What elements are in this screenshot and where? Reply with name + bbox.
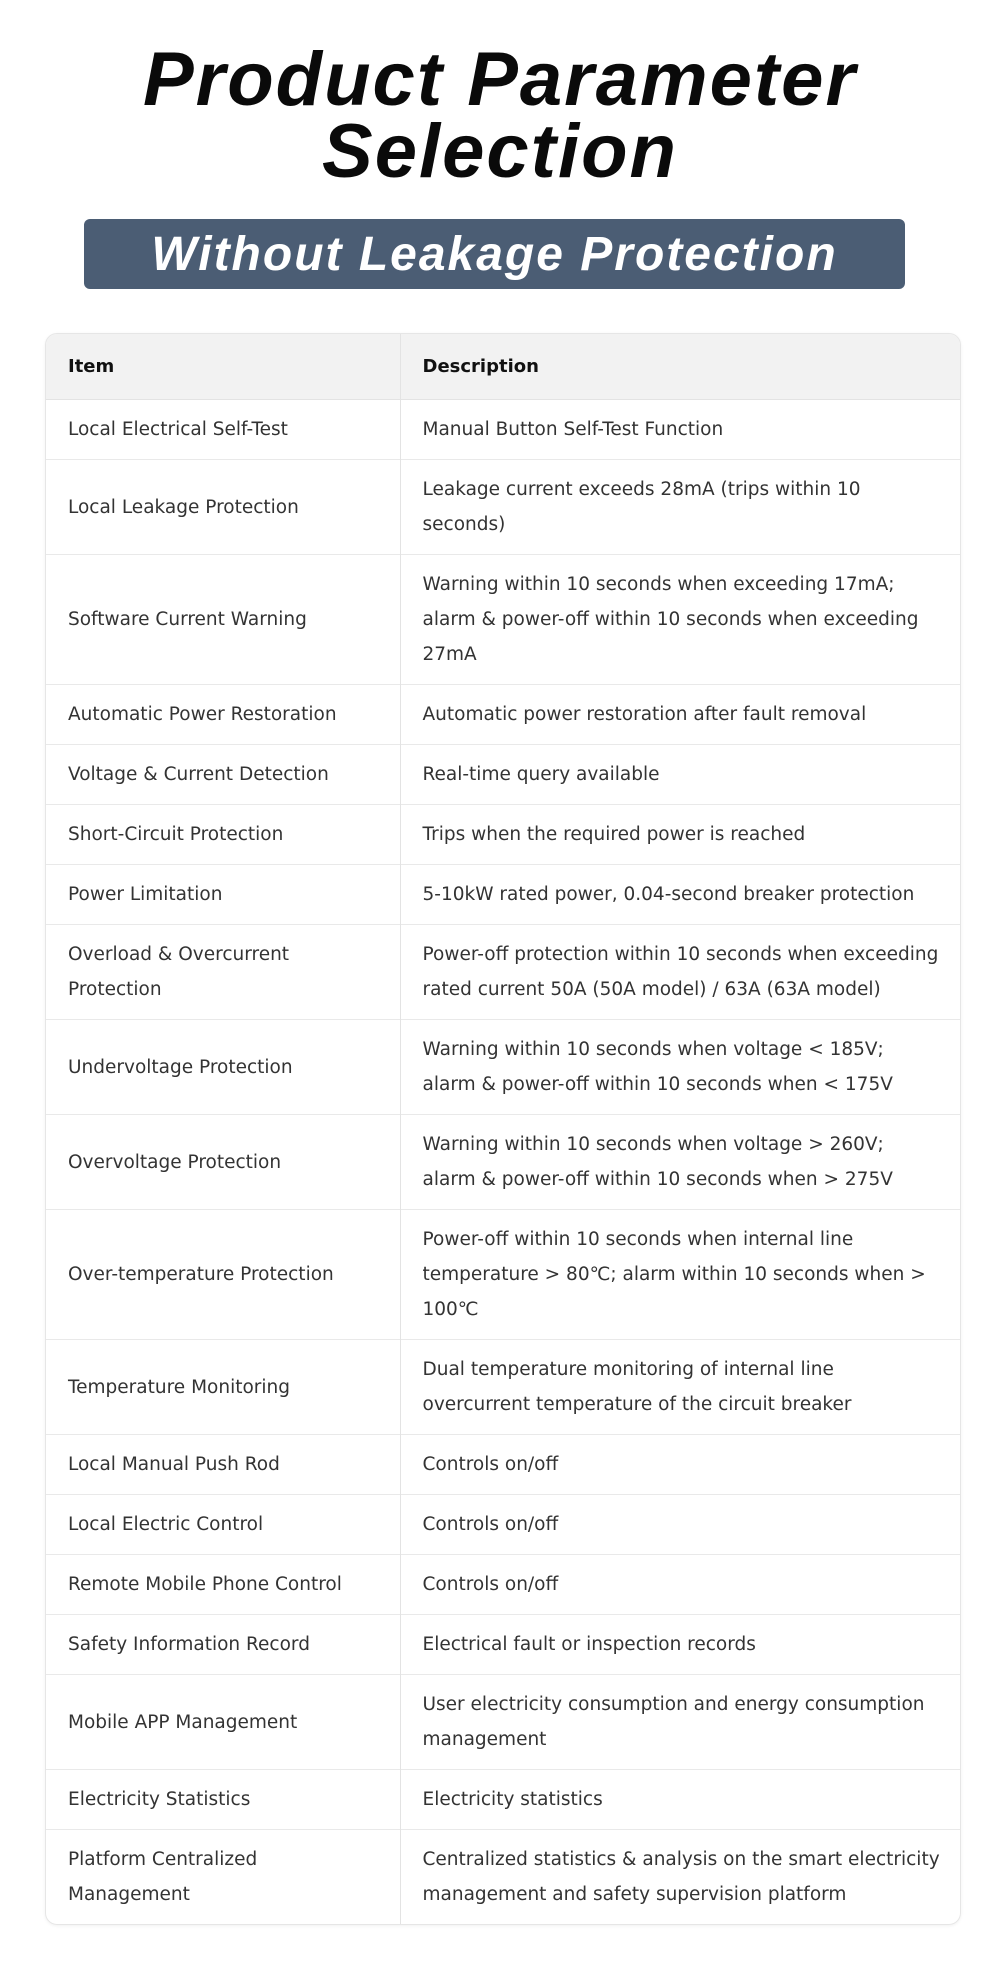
table-row [46, 555, 960, 685]
item-cell: Over-temperature Protection [46, 1210, 400, 1340]
item-cell: Automatic Power Restoration [46, 685, 400, 745]
description-cell: Power-off within 10 seconds when internal line temperature > 80℃; alarm within 10 seconds when > 100℃ [400, 1210, 960, 1340]
description-cell: Manual Button Self-Test Function [400, 400, 960, 460]
table-row [46, 745, 960, 805]
section-banner [84, 219, 905, 289]
description-cell: Warning within 10 seconds when exceeding 17mA; alarm & power-off within 10 seconds when exceeding 27mA [400, 555, 960, 685]
description-cell: Automatic power restoration after fault removal [400, 685, 960, 745]
item-cell: Software Current Warning [46, 555, 400, 685]
item-cell: Short-Circuit Protection [46, 805, 400, 865]
table-row [46, 685, 960, 745]
table-row [46, 1435, 960, 1495]
parameter-table-container [45, 333, 961, 1925]
column-header-item: Item [46, 334, 400, 400]
table-row [46, 1340, 960, 1435]
item-cell: Temperature Monitoring [46, 1340, 400, 1435]
table-body [46, 400, 960, 1925]
item-cell: Electricity Statistics [46, 1770, 400, 1830]
column-header-description: Description [400, 334, 960, 400]
table-row [46, 925, 960, 1020]
table-row [46, 460, 960, 555]
table-row [46, 1210, 960, 1340]
table-row [46, 1770, 960, 1830]
description-cell: Real-time query available [400, 745, 960, 805]
description-cell: Controls on/off [400, 1495, 960, 1555]
description-cell: Trips when the required power is reached [400, 805, 960, 865]
description-cell: Warning within 10 seconds when voltage < 185V; alarm & power-off within 10 seconds when < 175V [400, 1020, 960, 1115]
page-title: Product Parameter Selection [142, 37, 858, 194]
item-cell: Remote Mobile Phone Control [46, 1555, 400, 1615]
item-cell: Local Electrical Self-Test [46, 400, 400, 460]
item-cell: Local Manual Push Rod [46, 1435, 400, 1495]
table-row [46, 1675, 960, 1770]
description-cell: User electricity consumption and energy consumption management [400, 1675, 960, 1770]
table-header-row [46, 334, 960, 400]
description-cell: Leakage current exceeds 28mA (trips within 10 seconds) [400, 460, 960, 555]
parameter-table [46, 334, 960, 1924]
item-cell: Safety Information Record [46, 1615, 400, 1675]
description-cell: Electrical fault or inspection records [400, 1615, 960, 1675]
item-cell: Mobile APP Management [46, 1675, 400, 1770]
item-cell: Overload & Overcurrent Protection [46, 925, 400, 1020]
description-cell: 5-10kW rated power, 0.04-second breaker protection [400, 865, 960, 925]
description-cell: Centralized statistics & analysis on the smart electricity management and safety supervision platform [400, 1830, 960, 1925]
description-cell: Power-off protection within 10 seconds when exceeding rated current 50A (50A model) / 63A (63A model) [400, 925, 960, 1020]
table-row [46, 1555, 960, 1615]
table-row [46, 805, 960, 865]
description-cell: Warning within 10 seconds when voltage > 260V; alarm & power-off within 10 seconds when > 275V [400, 1115, 960, 1210]
item-cell: Voltage & Current Detection [46, 745, 400, 805]
item-cell: Undervoltage Protection [46, 1020, 400, 1115]
item-cell: Power Limitation [46, 865, 400, 925]
table-row [46, 1830, 960, 1925]
table-row [46, 1115, 960, 1210]
item-cell: Platform Centralized Management [46, 1830, 400, 1925]
description-cell: Dual temperature monitoring of internal line overcurrent temperature of the circuit breaker [400, 1340, 960, 1435]
table-row [46, 400, 960, 460]
table-row [46, 1495, 960, 1555]
banner-label: Without Leakage Protection [151, 227, 838, 281]
item-cell: Local Leakage Protection [46, 460, 400, 555]
item-cell: Local Electric Control [46, 1495, 400, 1555]
description-cell: Controls on/off [400, 1555, 960, 1615]
table-row [46, 1020, 960, 1115]
table-row [46, 1615, 960, 1675]
table-row [46, 865, 960, 925]
description-cell: Electricity statistics [400, 1770, 960, 1830]
description-cell: Controls on/off [400, 1435, 960, 1495]
item-cell: Overvoltage Protection [46, 1115, 400, 1210]
